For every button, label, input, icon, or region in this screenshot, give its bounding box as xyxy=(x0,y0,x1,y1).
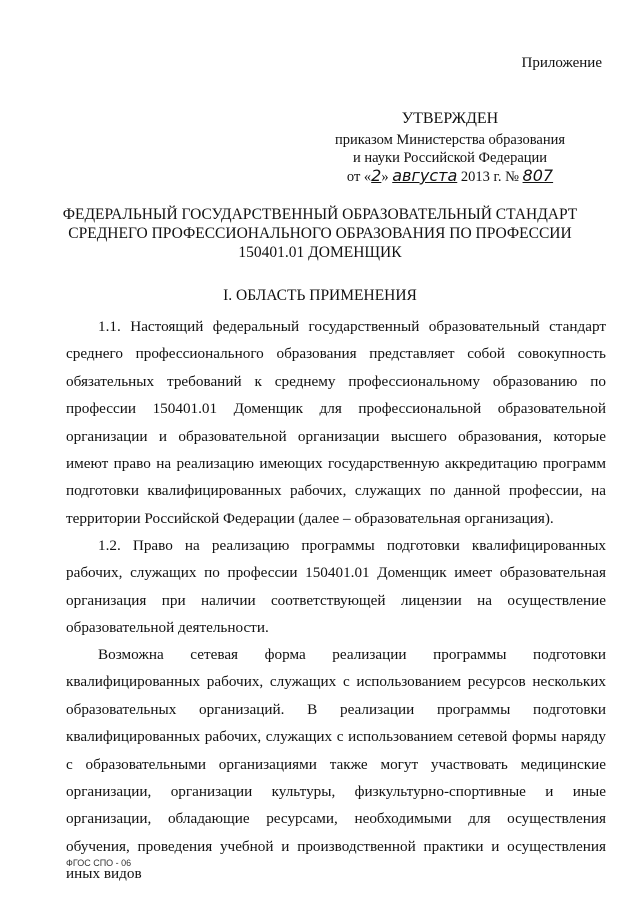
document-title xyxy=(40,205,600,262)
paragraph-network-form xyxy=(66,641,606,888)
approval-title: УТВЕРЖДЕН xyxy=(401,110,499,127)
date-prefix: от « xyxy=(346,169,372,185)
section-title: I. ОБЛАСТЬ ПРИМЕНЕНИЯ xyxy=(223,287,417,304)
handwritten-day: 2 xyxy=(371,166,382,185)
approval-line-2: и науки Российской Федерации xyxy=(352,150,548,166)
paragraph-text: 1.1. Настоящий федеральный государственный образовательный стандарт среднего профессионального образования представляет собой совокупность обязательных требований к среднему профессиональному образованию по профессии 150401.01 Доменщик для профессиональной образовательной организации и образовательной организации высшего образования, которые имеют право на реализацию имеющих государственную аккредитацию программ подготовки квалифицированных рабочих, служащих по данной профессии, на территории Российской Федерации (далее – образовательная организация). xyxy=(66,318,606,527)
appendix-label: Приложение xyxy=(521,55,602,71)
paragraph-1-2 xyxy=(66,532,606,642)
footer-code: ФГОС СПО - 06 xyxy=(66,858,132,868)
title-line-1: ФЕДЕРАЛЬНЫЙ ГОСУДАРСТВЕННЫЙ ОБРАЗОВАТЕЛЬНЫЙ СТАНДАРТ xyxy=(62,206,578,223)
paragraph-1-1 xyxy=(66,313,606,532)
date-suffix: 2013 г. № xyxy=(457,169,523,185)
paragraph-text: Возможна сетевая форма реализации программы подготовки квалифицированных рабочих, служащих с использованием ресурсов нескольких образовательных организаций. В реализации программы подготовки квалифицированных рабочих, служащих с использованием сетевой формы наряду с образовательными организациями также могут участвовать медицинские организации, организации культуры, физкультурно-спортивные и иные организации, обладающие ресурсами, необходимыми для осуществления обучения, проведения учебной и производственной практики и осуществления иных видов xyxy=(66,646,606,883)
handwritten-month: августа xyxy=(392,166,458,185)
title-line-3: 150401.01 ДОМЕНЩИК xyxy=(238,244,402,261)
handwritten-order-number: 807 xyxy=(522,166,554,185)
paragraph-text: 1.2. Право на реализацию программы подготовки квалифицированных рабочих, служащих по профессии 150401.01 Доменщик имеет образовательная организация при наличии соответствующей лицензии на осуществление образовательной деятельности. xyxy=(66,537,606,637)
approval-line-1: приказом Министерства образования xyxy=(334,132,566,148)
title-line-2: СРЕДНЕГО ПРОФЕССИОНАЛЬНОГО ОБРАЗОВАНИЯ ПО ПРОФЕССИИ xyxy=(68,225,572,242)
date-mid: » xyxy=(381,169,393,185)
approval-block xyxy=(300,110,600,186)
approval-date-line xyxy=(300,167,600,186)
